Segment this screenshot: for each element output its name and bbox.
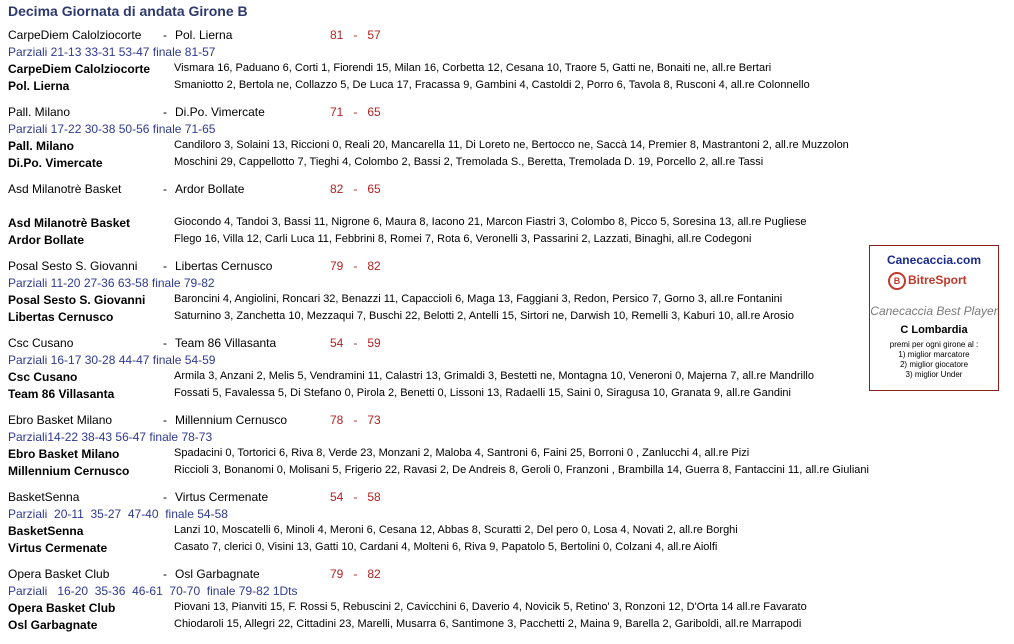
sponsor-site[interactable]: Canecaccia.com — [886, 253, 982, 267]
home-team-name: CarpeDiem Calolziocorte — [8, 28, 142, 42]
final-score: 78 - 73 — [330, 413, 381, 427]
partial-scores: Parziali 17-22 30-38 50-56 finale 71-65 — [8, 122, 216, 136]
home-roster-team: Asd Milanotrè Basket — [8, 216, 131, 230]
home-roster-team: Pall. Milano — [8, 139, 75, 153]
away-roster-team: Millennium Cernusco — [8, 464, 130, 478]
away-team-name: Virtus Cermenate — [175, 490, 269, 504]
partial-scores: Parziali 20-11 35-27 47-40 finale 54-58 — [8, 507, 228, 521]
vs-separator: - — [163, 490, 167, 504]
home-roster-players: Piovani 13, Pianviti 15, F. Rossi 5, Rebuscini 2, Cavicchini 6, Daverio 4, Novicik 5, Retino' 3, Ronzoni 12, D'Orta 14 all.re Favarato — [174, 601, 807, 613]
home-team-name: Posal Sesto S. Giovanni — [8, 259, 138, 273]
away-roster-team: Team 86 Villasanta — [8, 387, 115, 401]
sponsor-logo-icon: B — [888, 272, 906, 290]
home-team-name: Pall. Milano — [8, 105, 71, 119]
away-roster-row — [8, 233, 858, 250]
away-team-name: Di.Po. Vimercate — [175, 105, 265, 119]
match-header — [8, 490, 868, 507]
home-roster-players: Lanzi 10, Moscatelli 6, Minoli 4, Meroni 6, Cesana 12, Abbas 8, Scuratti 2, Del pero 0, Losa 4, Novati 2, all.re Borghi — [174, 524, 738, 536]
away-roster-row — [8, 79, 858, 96]
game-block — [0, 567, 860, 644]
away-roster-team: Pol. Lierna — [8, 79, 70, 93]
game-block — [0, 259, 860, 336]
home-roster-players: Giocondo 4, Tandoi 3, Bassi 11, Nigrone 6, Maura 8, Iacono 21, Marcon Fiastri 3, Colombo 8, Picco 5, Soresina 13, all.re Pugliese — [174, 216, 807, 228]
final-score: 79 - 82 — [330, 259, 381, 273]
away-roster-team: Osl Garbagnate — [8, 618, 98, 632]
match-header — [8, 182, 868, 199]
prize-item: 2) miglior giocatore — [899, 360, 969, 369]
vs-separator: - — [163, 567, 167, 581]
away-roster-row — [8, 464, 869, 481]
home-roster-team: CarpeDiem Calolziocorte — [8, 62, 151, 76]
away-roster-row — [8, 541, 858, 558]
away-roster-row — [8, 310, 858, 327]
game-block — [0, 490, 860, 567]
league-label: C Lombardia — [900, 324, 968, 336]
prize-item: 3) miglior Under — [905, 370, 963, 379]
home-team-name: Opera Basket Club — [8, 567, 110, 581]
match-header — [8, 567, 868, 584]
home-team-name: BasketSenna — [8, 490, 80, 504]
final-score: 82 - 65 — [330, 182, 381, 196]
away-team-name: Ardor Bollate — [175, 182, 245, 196]
home-roster-row — [8, 447, 858, 464]
page-title: Decima Giornata di andata Girone B — [8, 3, 248, 19]
away-roster-players: Riccioli 3, Bonanomi 0, Molisani 5, Frigerio 22, Ravasi 2, De Andreis 8, Geroli 0, Franzoni , Brambilla 14, Guerra 8, Fantaccini 11, all.re Giuliani — [174, 464, 869, 476]
away-roster-team: Virtus Cermenate — [8, 541, 108, 555]
home-roster-row — [8, 524, 858, 541]
best-player-label: Canecaccia Best Player — [870, 304, 998, 318]
away-team-name: Osl Garbagnate — [175, 567, 260, 581]
away-team-name: Team 86 Villasanta — [175, 336, 277, 350]
vs-separator: - — [163, 182, 167, 196]
partial-scores: Parziali 21-13 33-31 53-47 finale 81-57 — [8, 45, 216, 59]
home-team-name: Ebro Basket Milano — [8, 413, 113, 427]
away-roster-team: Ardor Bollate — [8, 233, 85, 247]
home-roster-team: Csc Cusano — [8, 370, 78, 384]
final-score: 79 - 82 — [330, 567, 381, 581]
match-header — [8, 413, 868, 430]
vs-separator: - — [163, 28, 167, 42]
away-roster-players: Moschini 29, Cappellotto 7, Tieghi 4, Colombo 2, Bassi 2, Tremolada S., Beretta, Tremolada D. 19, Porcello 2, all.re Tassi — [174, 156, 764, 168]
home-roster-players: Armila 3, Anzani 2, Melis 5, Vendramini 11, Calastri 13, Grimaldi 3, Bestetti ne, Montagna 10, Veneroni 0, Majerna 7, all.re Mandrillo — [174, 370, 814, 382]
home-roster-row — [8, 370, 858, 387]
sponsor-logo: B BitreSport — [888, 272, 967, 290]
partial-scores: Parziali 16-17 30-28 44-47 finale 54-59 — [8, 353, 216, 367]
away-roster-team: Di.Po. Vimercate — [8, 156, 103, 170]
vs-separator: - — [163, 413, 167, 427]
partial-scores: Parziali 16-20 35-36 46-61 70-70 finale 79-82 1Dts — [8, 584, 298, 598]
away-roster-team: Libertas Cernusco — [8, 310, 114, 324]
home-roster-players: Spadacini 0, Tortorici 6, Riva 8, Verde 23, Monzani 2, Maloba 4, Santroni 6, Faini 25, Borroni 0 , Zanlucchi 4, all.re Pizi — [174, 447, 750, 459]
away-roster-players: Chiodaroli 15, Allegri 22, Cittadini 23, Marelli, Musarra 6, Santimone 3, Pacchetti 2, Maina 9, Barella 2, Gariboldi, all.re Marrapodi — [174, 618, 802, 630]
home-roster-row — [8, 216, 858, 233]
home-roster-row — [8, 293, 858, 310]
away-roster-players: Fossati 5, Favalessa 5, Di Stefano 0, Pirola 2, Benetti 0, Lissoni 13, Radaelli 15, Saini 0, Siragusa 10, Granata 9, all.re Gandini — [174, 387, 791, 399]
away-team-name: Millennium Cernusco — [175, 413, 288, 427]
away-team-name: Pol. Lierna — [175, 28, 233, 42]
partial-scores: Parziali 11-20 27-36 63-58 finale 79-82 — [8, 276, 215, 290]
away-roster-row — [8, 387, 858, 404]
away-team-name: Libertas Cernusco — [175, 259, 273, 273]
sponsor-banner[interactable] — [869, 245, 999, 391]
match-header — [8, 105, 868, 122]
home-roster-team: Ebro Basket Milano — [8, 447, 120, 461]
final-score: 54 - 59 — [330, 336, 381, 350]
final-score: 81 - 57 — [330, 28, 381, 42]
home-roster-players: Vismara 16, Paduano 6, Corti 1, Fiorendi 15, Milan 16, Corbetta 12, Cesana 10, Traore 5, Gatti ne, Bonaiti ne, all.re Bertari — [174, 62, 772, 74]
away-roster-players: Saturnino 3, Zanchetta 10, Mezzaqui 7, Buschi 22, Belotti 2, Antelli 15, Sirtori ne, Darwish 10, Remelli 3, Kaburi 10, all.re Arosio — [174, 310, 794, 322]
partial-scores: Parziali14-22 38-43 56-47 finale 78-73 — [8, 430, 213, 444]
match-header — [8, 336, 868, 353]
vs-separator: - — [163, 259, 167, 273]
away-roster-row — [8, 618, 858, 635]
home-roster-team: Opera Basket Club — [8, 601, 116, 615]
away-roster-players: Casato 7, clerici 0, Visini 13, Gatti 10, Cardani 4, Molteni 6, Riva 9, Papatolo 5, Bertolini 0, Colzani 4, all.re Aiolfi — [174, 541, 718, 553]
home-team-name: Asd Milanotrè Basket — [8, 182, 122, 196]
away-roster-row — [8, 156, 858, 173]
vs-separator: - — [163, 336, 167, 350]
home-team-name: Csc Cusano — [8, 336, 74, 350]
prize-intro: premi per ogni girone al : — [889, 340, 979, 349]
game-block — [0, 28, 860, 105]
final-score: 71 - 65 — [330, 105, 381, 119]
home-roster-team: Posal Sesto S. Giovanni — [8, 293, 146, 307]
prize-item: 1) miglior marcatore — [898, 350, 970, 359]
game-block — [0, 336, 860, 413]
game-block — [0, 413, 869, 490]
home-roster-players: Candiloro 3, Solaini 13, Riccioni 0, Reali 20, Mancarella 11, Di Loreto ne, Bertocco ne, Saccà 14, Premier 8, Mastrantoni 2, all.re Muzzolon — [174, 139, 849, 151]
away-roster-players: Smaniotto 2, Bertola ne, Collazzo 5, De Luca 17, Fracassa 9, Gambini 4, Castoldi 2, Porro 6, Tavola 8, Rusconi 4, all.re Colonnello — [174, 79, 810, 91]
match-header — [8, 28, 868, 45]
vs-separator: - — [163, 105, 167, 119]
home-roster-row — [8, 62, 858, 79]
game-block — [0, 182, 860, 259]
game-block — [0, 105, 860, 182]
home-roster-row — [8, 601, 858, 618]
final-score: 54 - 58 — [330, 490, 381, 504]
home-roster-team: BasketSenna — [8, 524, 84, 538]
away-roster-players: Flego 16, Villa 12, Carli Luca 11, Febbrini 8, Romei 7, Rota 6, Veronelli 3, Passarini 2, Lazzati, Binaghi, all.re Codegoni — [174, 233, 752, 245]
match-header — [8, 259, 868, 276]
home-roster-players: Baroncini 4, Angiolini, Roncari 32, Benazzi 11, Capacciolі 6, Maga 13, Faggiani 3, Redon, Persico 7, Gorno 3, all.re Fontanini — [174, 293, 783, 305]
home-roster-row — [8, 139, 858, 156]
